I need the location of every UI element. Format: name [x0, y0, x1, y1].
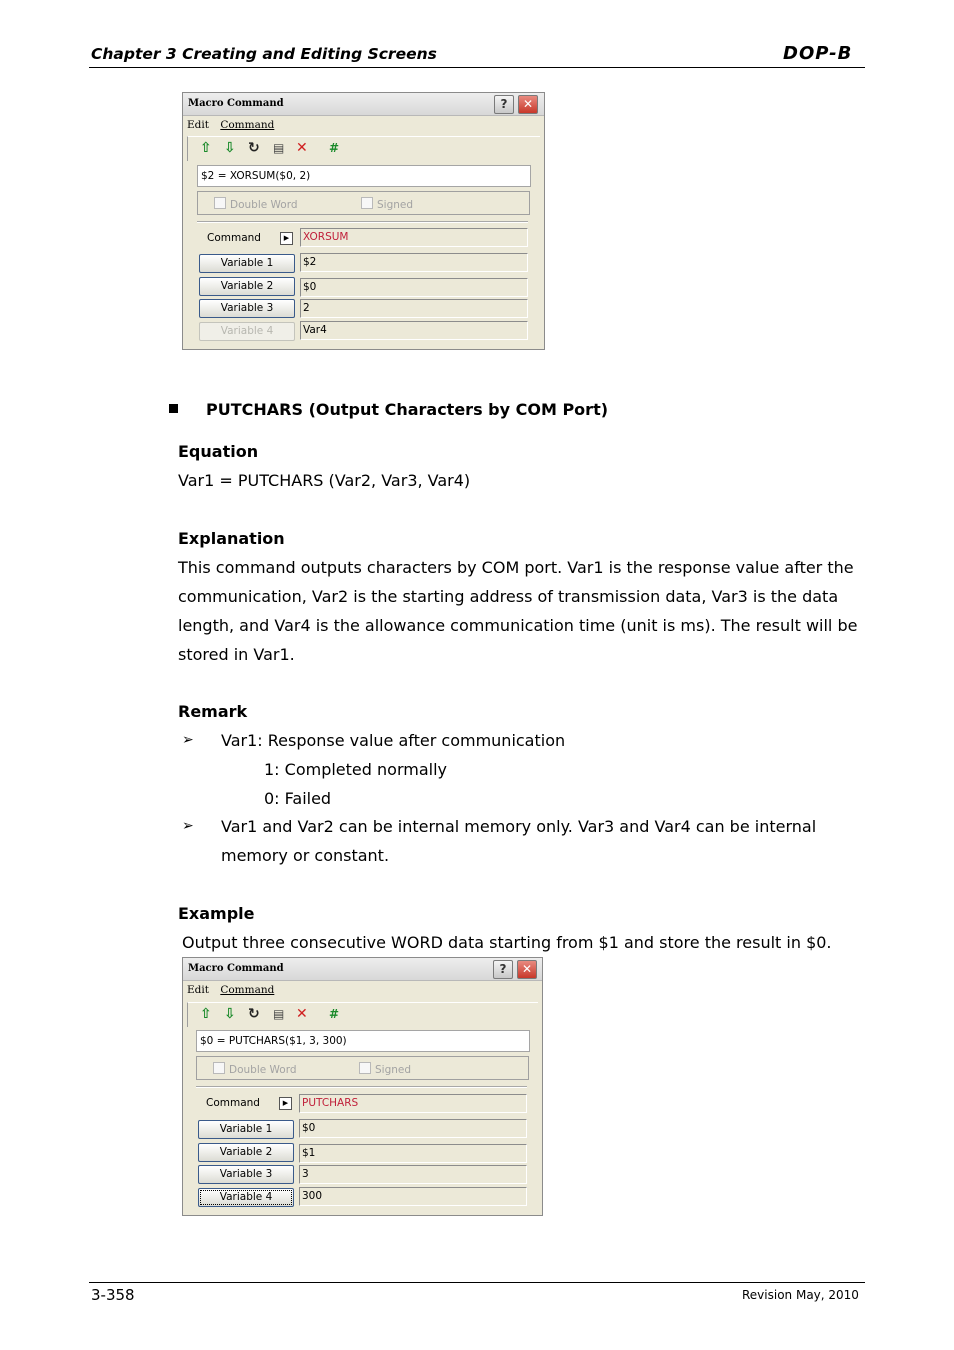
variable-2-button[interactable]: Variable 2 [199, 277, 295, 296]
checkbox-box [359, 1062, 371, 1074]
dialog-titlebar [183, 93, 544, 116]
separator [196, 1086, 527, 1088]
section-heading: PUTCHARS (Output Characters by COM Port) [206, 400, 609, 419]
equation-heading: Equation [178, 442, 259, 461]
command-value-field[interactable]: PUTCHARS [299, 1094, 527, 1113]
explanation-line: length, and Var4 is the allowance communication time (unit is ms). The result will be [178, 616, 858, 635]
move-up-icon[interactable]: ⇧ [200, 140, 212, 156]
menu-bar [187, 984, 282, 996]
remark-subitem: 1: Completed normally [264, 760, 447, 779]
variable-4-button: Variable 4 [199, 322, 295, 341]
bullet-arrow-icon: ➢ [182, 818, 194, 834]
checkbox-box [213, 1062, 225, 1074]
dialog-title: Macro Command [188, 963, 284, 974]
macro-command-dialog-putchars [182, 957, 543, 1216]
variable-4-field[interactable]: Var4 [300, 321, 528, 340]
options-group [197, 191, 530, 215]
command-menu-arrow-icon[interactable]: ▶ [279, 1097, 292, 1110]
signed-checkbox[interactable] [361, 197, 413, 211]
example-text: Output three consecutive WORD data starting from $1 and store the result in $0. [182, 933, 832, 952]
variable-3-button[interactable]: Variable 3 [198, 1165, 294, 1184]
revision-date: Revision May, 2010 [742, 1288, 859, 1302]
example-heading: Example [178, 904, 255, 923]
toolbar [187, 136, 540, 161]
bullet-square-icon [169, 404, 178, 413]
comment-icon[interactable]: # [329, 1007, 340, 1021]
refresh-icon[interactable]: ↻ [248, 140, 260, 156]
variable-4-field[interactable]: 300 [299, 1187, 527, 1206]
variable-2-button[interactable]: Variable 2 [198, 1143, 294, 1162]
remark-item-continued: memory or constant. [221, 846, 390, 865]
double-word-label: Double Word [230, 199, 298, 211]
signed-checkbox[interactable] [359, 1062, 411, 1076]
command-menu-arrow-icon[interactable]: ▶ [280, 232, 293, 245]
close-button[interactable]: ✕ [518, 95, 538, 114]
variable-3-button[interactable]: Variable 3 [199, 299, 295, 318]
variable-2-field[interactable]: $1 [299, 1144, 527, 1163]
signed-label: Signed [377, 199, 414, 211]
variable-2-field[interactable]: $0 [300, 278, 528, 297]
variable-3-field[interactable]: 3 [299, 1165, 527, 1184]
command-label: Command [206, 1097, 260, 1109]
options-group [196, 1056, 529, 1080]
checkbox-box [214, 197, 226, 209]
variable-1-button[interactable]: Variable 1 [198, 1120, 294, 1139]
dialog-titlebar [183, 958, 542, 981]
macro-command-dialog-xorsum [182, 92, 545, 350]
footer-rule [89, 1282, 865, 1283]
equation-text: Var1 = PUTCHARS (Var2, Var3, Var4) [178, 471, 471, 490]
menu-command[interactable]: Command [220, 984, 275, 996]
command-label: Command [207, 232, 261, 244]
dialog-title: Macro Command [188, 98, 284, 109]
comment-icon[interactable]: # [329, 141, 340, 155]
page-number: 3-358 [91, 1286, 135, 1304]
menu-edit[interactable]: Edit [187, 119, 209, 131]
checkbox-box [361, 197, 373, 209]
variable-1-field[interactable]: $2 [300, 253, 528, 272]
command-value-field[interactable]: XORSUM [300, 228, 528, 247]
document-icon[interactable]: ▤ [273, 1007, 285, 1021]
menu-edit[interactable]: Edit [187, 984, 209, 996]
explanation-line: communication, Var2 is the starting address of transmission data, Var3 is the data [178, 587, 839, 606]
brand-logo: DOP-B [783, 43, 853, 64]
variable-1-field[interactable]: $0 [299, 1119, 527, 1138]
variable-3-field[interactable]: 2 [300, 299, 528, 318]
variable-1-button[interactable]: Variable 1 [199, 254, 295, 273]
refresh-icon[interactable]: ↻ [248, 1006, 260, 1022]
menu-bar [187, 119, 282, 131]
menu-command[interactable]: Command [220, 119, 275, 131]
variable-4-button[interactable]: Variable 4 [198, 1188, 294, 1207]
move-down-icon[interactable]: ⇩ [224, 140, 236, 156]
remark-heading: Remark [178, 702, 248, 721]
remark-subitem: 0: Failed [264, 789, 332, 808]
help-button[interactable]: ? [494, 95, 514, 114]
remark-item: Var1: Response value after communication [221, 731, 566, 750]
toolbar [187, 1002, 538, 1027]
delete-icon[interactable]: ✕ [296, 1006, 308, 1022]
double-word-checkbox[interactable] [213, 1062, 297, 1076]
chapter-title: Chapter 3 Creating and Editing Screens [91, 45, 437, 63]
expression-field[interactable]: $0 = PUTCHARS($1, 3, 300) [196, 1030, 530, 1052]
document-icon[interactable]: ▤ [273, 141, 285, 155]
move-up-icon[interactable]: ⇧ [200, 1006, 212, 1022]
double-word-checkbox[interactable] [214, 197, 298, 211]
move-down-icon[interactable]: ⇩ [224, 1006, 236, 1022]
bullet-arrow-icon: ➢ [182, 732, 194, 748]
separator [197, 221, 528, 223]
signed-label: Signed [375, 1064, 412, 1076]
explanation-line: This command outputs characters by COM port. Var1 is the response value after the [178, 558, 854, 577]
expression-field[interactable]: $2 = XORSUM($0, 2) [197, 165, 531, 187]
header-rule [89, 67, 865, 68]
help-button[interactable]: ? [493, 960, 513, 979]
explanation-line: stored in Var1. [178, 645, 295, 664]
close-button[interactable]: ✕ [517, 960, 537, 979]
explanation-heading: Explanation [178, 529, 285, 548]
remark-item: Var1 and Var2 can be internal memory only. Var3 and Var4 can be internal [221, 817, 817, 836]
delete-icon[interactable]: ✕ [296, 140, 308, 156]
double-word-label: Double Word [229, 1064, 297, 1076]
